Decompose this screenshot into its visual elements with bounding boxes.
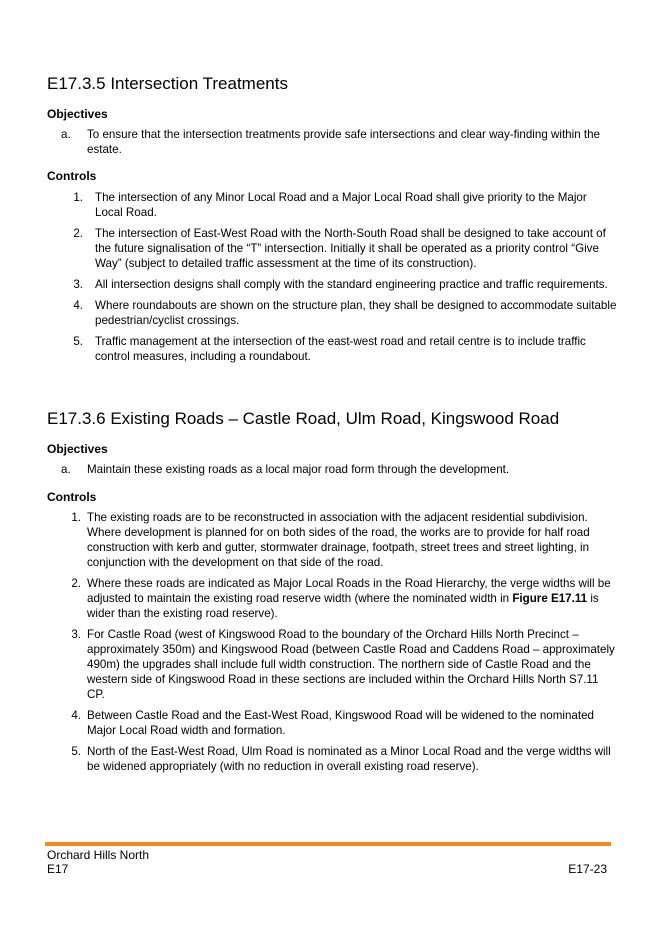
- list-item: [47, 744, 617, 774]
- list-item: [47, 127, 617, 157]
- list-marker: a.: [61, 128, 71, 141]
- list-item: [47, 708, 617, 738]
- list-marker: 3.: [71, 628, 81, 641]
- objectives-label: Objectives: [47, 107, 108, 121]
- section-heading-existing-roads: E17.3.6 Existing Roads – Castle Road, Ulm Road, Kingswood Road: [47, 409, 560, 428]
- list-item: [47, 510, 617, 570]
- list-item: [47, 576, 617, 621]
- footer-rule: [45, 842, 611, 846]
- list-marker: a.: [61, 463, 71, 476]
- list-marker: 4.: [71, 709, 81, 722]
- list-item-text: [87, 577, 611, 620]
- list-item-text: North of the East-West Road, Ulm Road is nominated as a Minor Local Road and the verge widths will be widened appropriately (with no reduction in overall existing road reserve).: [87, 745, 611, 773]
- list-item-text: Between Castle Road and the East-West Road, Kingswood Road will be widened to the nominated Major Local Road width and formation.: [87, 709, 594, 737]
- controls-label: Controls: [47, 169, 97, 183]
- list-item-text: All intersection designs shall comply with the standard engineering practice and traffic requirements.: [95, 278, 608, 291]
- footer-document-title: Orchard Hills North: [47, 848, 150, 862]
- list-item: [47, 298, 617, 328]
- controls-list: [47, 190, 617, 370]
- list-marker: 1.: [71, 511, 81, 524]
- list-marker: 2.: [73, 227, 83, 240]
- list-item-text: The existing roads are to be reconstructed in association with the adjacent residential subdivision. Where development is planned for on both sides of the road, the works are to provide for half road construction with kerb and gutter, stormwater drainage, footpath, street trees and street lighting, in conjunction with the development on that side of the road.: [87, 511, 590, 569]
- list-item-text: Traffic management at the intersection of the east-west road and retail centre is to include traffic control measures, including a roundabout.: [95, 335, 586, 363]
- controls-list: [47, 510, 617, 780]
- controls-label: Controls: [47, 490, 97, 504]
- footer-page-number: E17-23: [568, 862, 607, 876]
- list-item-text: Where roundabouts are shown on the structure plan, they shall be designed to accommodate suitable pedestrian/cyclist crossings.: [95, 299, 617, 327]
- list-item-text: The intersection of East-West Road with the North-South Road shall be designed to take account of the future signalisation of the “T” intersection. Initially it shall be operated as a priority control “Give Way” (subject to detailed traffic assessment at the time of its construction).: [95, 227, 606, 270]
- list-item: [47, 277, 617, 292]
- text-run: is wider than the existing road reserve).: [87, 592, 599, 620]
- section-heading-intersection-treatments: E17.3.5 Intersection Treatments: [47, 74, 288, 93]
- list-marker: 5.: [73, 335, 83, 348]
- list-marker: 2.: [71, 577, 81, 590]
- footer-section-code: E17: [47, 862, 69, 876]
- list-item: [47, 334, 617, 364]
- list-marker: 4.: [73, 299, 83, 312]
- list-item-text: Maintain these existing roads as a local major road form through the development.: [87, 463, 510, 476]
- text-run: Where these roads are indicated as Major Local Roads in the Road Hierarchy, the verge widths will be adjusted to maintain the existing road reserve width (where the nominated width in: [87, 577, 611, 605]
- list-item: [47, 627, 617, 702]
- list-item-text: To ensure that the intersection treatments provide safe intersections and clear way-finding within the estate.: [87, 128, 600, 156]
- list-marker: 5.: [71, 745, 81, 758]
- list-marker: 3.: [73, 278, 83, 291]
- list-item-text: The intersection of any Minor Local Road and a Major Local Road shall give priority to the Major Local Road.: [95, 191, 587, 219]
- list-item: [47, 462, 617, 477]
- list-marker: 1.: [73, 191, 83, 204]
- list-item: [47, 190, 617, 220]
- list-item: [47, 226, 617, 271]
- objectives-label: Objectives: [47, 442, 108, 456]
- objectives-list: [47, 462, 617, 483]
- objectives-list: [47, 127, 617, 163]
- figure-reference: Figure E17.11: [512, 592, 588, 605]
- list-item-text: For Castle Road (west of Kingswood Road to the boundary of the Orchard Hills North Precinct – approximately 350m) and Kingswood Road (between Castle Road and Caddens Road – approximately 490m) the upgrades shall include full width construction. The northern side of Castle Road and the western side of Kingswood Road in these sections are included within the Orchard Hills North S7.11 CP.: [87, 628, 615, 701]
